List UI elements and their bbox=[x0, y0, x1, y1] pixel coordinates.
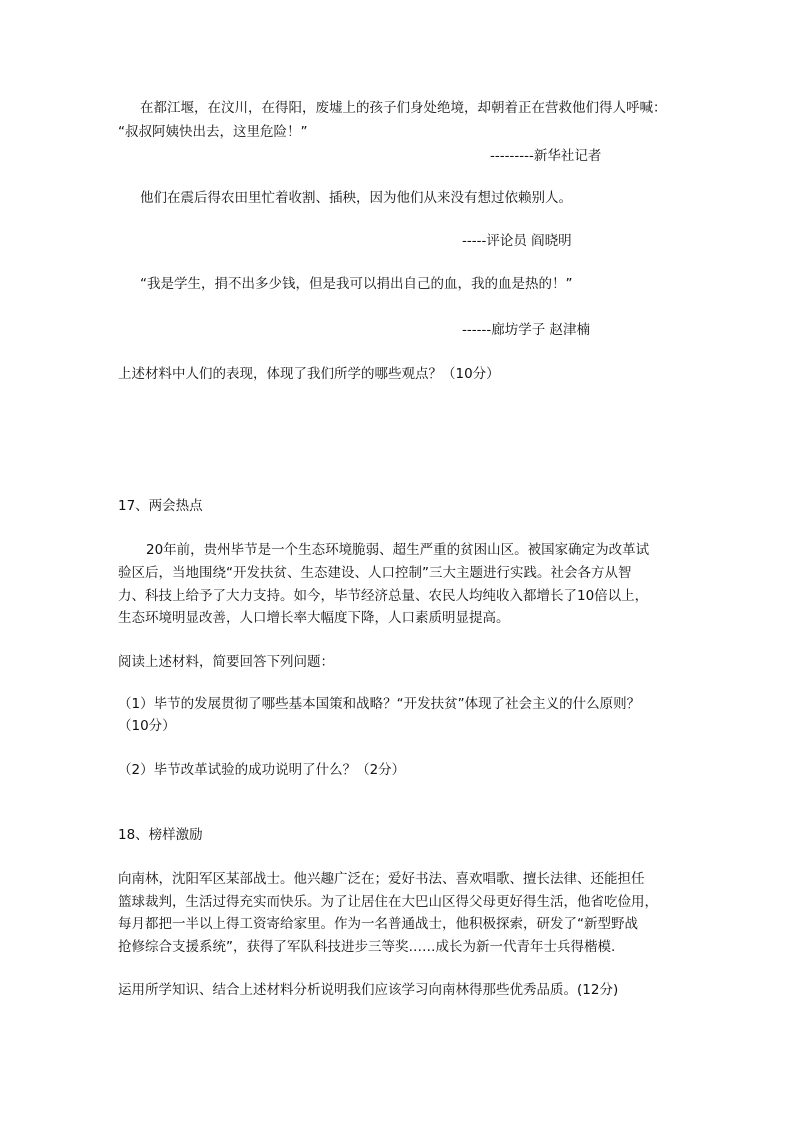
q17-para-line-2: 验区后，当地围绕“开发扶贫、生态建设、人口控制”三大主题进行实践。社会各方从智 bbox=[118, 565, 632, 581]
q17-instruction: 阅读上述材料，简要回答下列问题： bbox=[118, 654, 334, 670]
q17-sub2: （2）毕节改革试验的成功说明了什么？（2分） bbox=[118, 762, 406, 778]
q18-para-line-1: 向南林，沈阳军区某部战士。他兴趣广泛在；爱好书法、喜欢唱歌、擅长法律、还能担任 bbox=[118, 871, 645, 887]
q17-para-line-1: 20年前，贵州毕节是一个生态环境脆弱、超生严重的贫困山区。被国家确定为改革试 bbox=[146, 542, 650, 558]
q18-para-line-2: 篮球裁判，生活过得充实而快乐。为了让居住在大巴山区得父母更好得生活，他省吃俭用， bbox=[118, 894, 658, 910]
quote-3-text: “我是学生，捐不出多少钱，但是我可以捐出自己的血，我的血是热的！” bbox=[140, 276, 573, 292]
quote-1-attribution: ---------新华社记者 bbox=[490, 148, 602, 164]
q18-para-line-4: 抢修综合支援系统”，获得了军队科技进步三等奖……成长为新一代青年士兵得楷模. bbox=[118, 939, 616, 955]
quote-3-attribution: ------廊坊学子 赵津楠 bbox=[462, 322, 591, 338]
quote-2-attribution: -----评论员 阎晓明 bbox=[462, 233, 572, 249]
q17-sub1-line-1: （1）毕节的发展贯彻了哪些基本国策和战略？“开发扶贫”体现了社会主义的什么原则？ bbox=[118, 696, 641, 712]
q16-prompt: 上述材料中人们的表现，体现了我们所学的哪些观点？（10分） bbox=[118, 366, 500, 382]
q17-para-line-3: 力、科技上给予了大力支持。如今，毕节经济总量、农民人均纯收入都增长了10倍以上， bbox=[118, 588, 649, 604]
quote-1-line-1: 在都江堰，在汶川，在得阳，废墟上的孩子们身处绝境，却朝着正在营救他们得人呼喊： bbox=[140, 100, 667, 116]
q17-title: 17、两会热点 bbox=[118, 498, 203, 514]
q17-sub1-line-2: （10分） bbox=[118, 718, 176, 734]
q18-para-line-3: 每月都把一半以上得工资寄给家里。作为一名普通战士，他积极探索，研发了“新型野战 bbox=[118, 916, 638, 932]
quote-1-line-2: “叔叔阿姨快出去，这里危险！” bbox=[118, 124, 308, 140]
q18-prompt: 运用所学知识、结合上述材料分析说明我们应该学习向南林得那些优秀品质。(12分) bbox=[118, 982, 619, 998]
q18-title: 18、榜样激励 bbox=[118, 827, 203, 843]
quote-2-text: 他们在震后得农田里忙着收割、插秧，因为他们从来没有想过依赖别人。 bbox=[140, 190, 572, 206]
q17-para-line-4: 生态环境明显改善，人口增长率大幅度下降，人口素质明显提高。 bbox=[118, 610, 510, 626]
